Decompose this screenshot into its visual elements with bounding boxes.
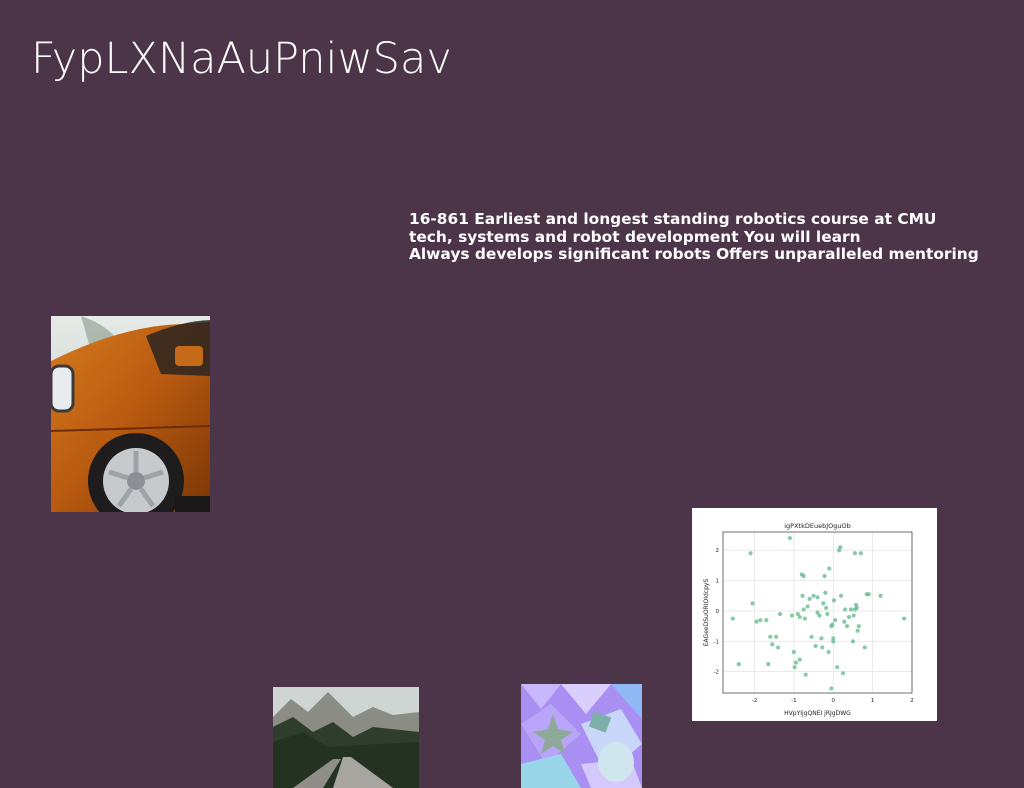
scatter-point-9 [770, 642, 774, 646]
scatter-point-38 [822, 574, 826, 578]
body-line-1: 16-861 Earliest and longest standing robotics course at CMU [409, 210, 937, 228]
scatter-point-34 [817, 613, 821, 617]
x-tick-label-2: 0 [831, 698, 835, 704]
scatter-point-10 [774, 635, 778, 639]
scatter-point-22 [800, 594, 804, 598]
scatter-point-7 [766, 662, 770, 666]
x-tick-label-1: -1 [791, 698, 797, 704]
y-tick-label-4: 2 [715, 548, 719, 555]
scatter-point-58 [845, 624, 849, 628]
scatter-point-30 [811, 594, 815, 598]
scatter-point-57 [843, 607, 847, 611]
scatter-point-2 [748, 551, 752, 555]
scatter-point-35 [819, 636, 823, 640]
scatter-point-41 [825, 612, 829, 616]
chart-title: igPXtkDEuebJOguOb [784, 522, 851, 530]
y-tick-label-3: 1 [715, 578, 719, 585]
scatter-point-66 [855, 606, 859, 610]
scatter-point-48 [831, 639, 835, 643]
y-tick-label-0: -2 [713, 669, 719, 676]
tiles-photo [521, 684, 642, 788]
y-tick-label-2: 0 [715, 608, 719, 615]
scatter-point-69 [859, 551, 863, 555]
scatter-point-61 [851, 639, 855, 643]
scatter-point-12 [778, 612, 782, 616]
scatter-point-15 [792, 650, 796, 654]
scatter-point-46 [830, 623, 834, 627]
scatter-point-0 [731, 616, 735, 620]
scatter-point-26 [804, 673, 808, 677]
scatter-point-49 [832, 598, 836, 602]
scatter-point-60 [849, 607, 853, 611]
scatter-chart [692, 508, 937, 721]
body-line-2: tech, systems and robot development You will learn [409, 227, 861, 246]
scatter-point-42 [826, 650, 830, 654]
scatter-point-8 [768, 635, 772, 639]
scatter-point-24 [802, 607, 806, 611]
scatter-point-5 [758, 618, 762, 622]
scatter-point-68 [857, 624, 861, 628]
scatter-point-6 [764, 618, 768, 622]
scatter-point-73 [878, 594, 882, 598]
scatter-point-11 [776, 645, 780, 649]
x-axis-label: HVpYIjgQNEI jRJgDWG [784, 710, 851, 717]
scatter-point-62 [852, 613, 856, 617]
scatter-point-28 [808, 597, 812, 601]
scatter-point-1 [737, 662, 741, 666]
scatter-chart-svg [692, 508, 937, 721]
scatter-point-29 [809, 635, 813, 639]
body-line-3: Always develops significant robots Offers unparalleled mentoring [409, 245, 979, 263]
scatter-point-55 [841, 671, 845, 675]
scatter-point-40 [824, 606, 828, 610]
scatter-point-50 [833, 618, 837, 622]
scatter-point-59 [847, 615, 851, 619]
scatter-point-56 [842, 620, 846, 624]
scatter-point-37 [821, 601, 825, 605]
scatter-point-32 [815, 595, 819, 599]
scatter-point-31 [813, 644, 817, 648]
scatter-point-25 [803, 616, 807, 620]
scatter-point-70 [863, 645, 867, 649]
y-tick-label-1: -1 [713, 639, 719, 646]
scatter-point-44 [829, 686, 833, 690]
slide-title: FypLXNaAuPniwSav [31, 34, 452, 84]
scatter-point-19 [798, 657, 802, 661]
scatter-point-53 [838, 545, 842, 549]
scatter-point-27 [806, 604, 810, 608]
scatter-point-20 [798, 615, 802, 619]
scatter-point-54 [839, 594, 843, 598]
scatter-point-51 [835, 665, 839, 669]
x-tick-label-0: -2 [751, 698, 758, 704]
x-tick-label-4: 2 [910, 698, 914, 704]
scatter-point-17 [794, 661, 798, 665]
scatter-point-4 [754, 620, 758, 624]
road-photo [273, 687, 419, 788]
scatter-point-72 [867, 592, 871, 596]
scatter-point-67 [856, 629, 860, 633]
slide-body-text [409, 211, 979, 264]
scatter-point-13 [788, 536, 792, 540]
scatter-point-23 [802, 574, 806, 578]
x-tick-label-3: 1 [870, 698, 875, 704]
scatter-point-3 [750, 601, 754, 605]
scatter-point-63 [853, 551, 857, 555]
y-axis-label: EAGeeDSuORIOIdcpyS [703, 578, 710, 647]
scatter-point-36 [820, 645, 824, 649]
scatter-point-74 [902, 616, 906, 620]
scatter-point-39 [823, 591, 827, 595]
scatter-point-16 [793, 665, 797, 669]
car-photo [51, 316, 210, 512]
scatter-point-43 [827, 566, 831, 570]
scatter-point-14 [790, 613, 794, 617]
